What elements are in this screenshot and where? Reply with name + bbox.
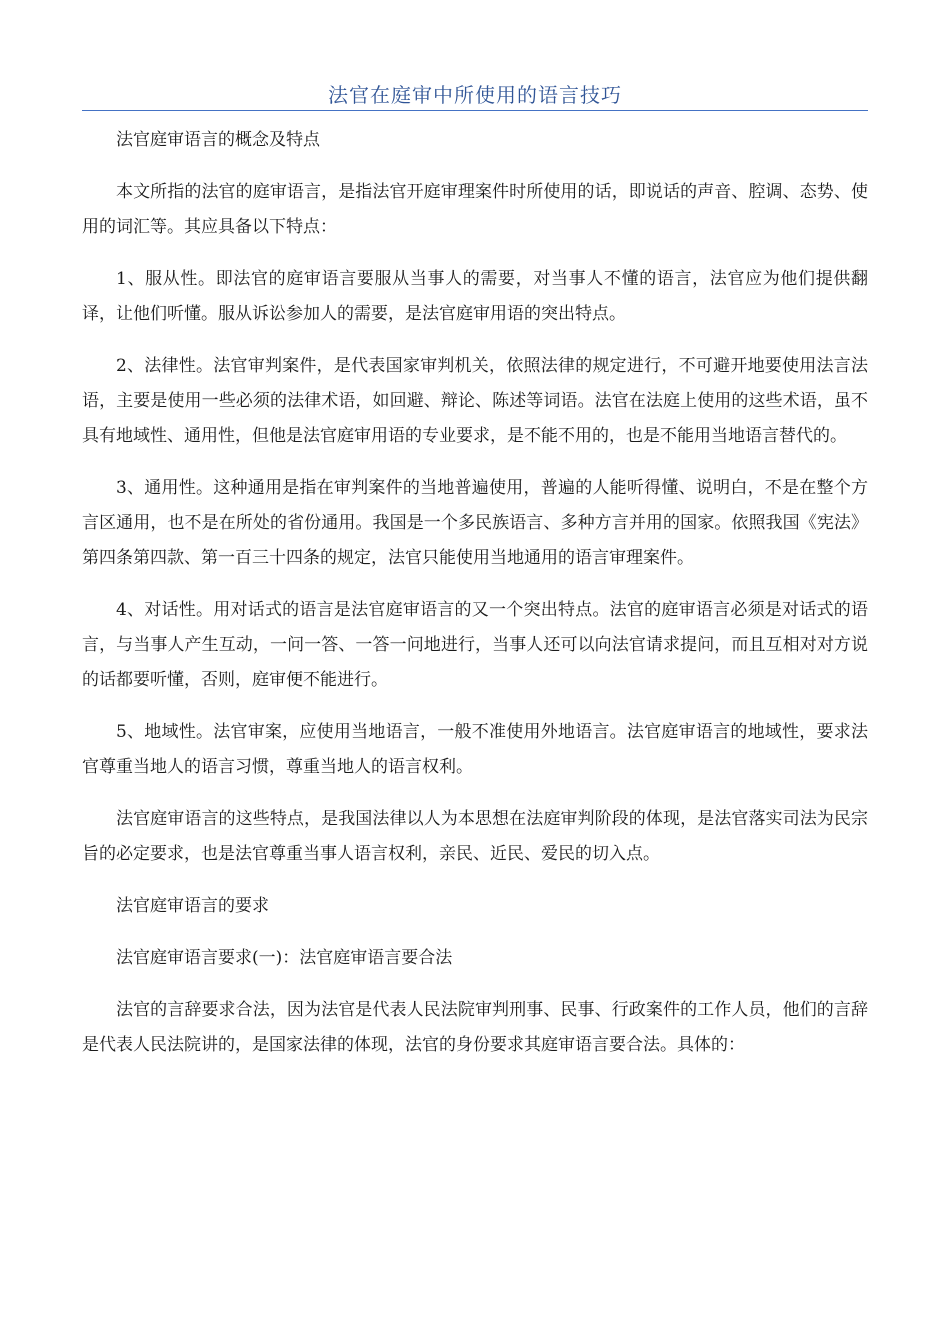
feature-paragraph-5: 5、地域性。法官审案，应使用当地语言，一般不准使用外地语言。法官庭审语言的地域性，要求法官尊重当地人的语言习惯，尊重当地人的语言权利。 xyxy=(82,722,868,777)
intro-paragraph: 本文所指的法官的庭审语言，是指法官开庭审理案件时所使用的话，即说话的声音、腔调、态势、使用的词汇等。其应具备以下特点： xyxy=(82,182,868,237)
document-title: 法官在庭审中所使用的语言技巧 xyxy=(328,83,622,107)
document-page xyxy=(82,0,868,1080)
feature-paragraph-2: 2、法律性。法官审判案件，是代表国家审判机关，依照法律的规定进行，不可避开地要使用法言法语，主要是使用一些必须的法律术语，如回避、辩论、陈述等词语。法官在法庭上使用的这些术语，虽不具有地域性、通用性，但他是法官庭审用语的专业要求，是不能不用的，也是不能用当地语言替代的。 xyxy=(82,356,868,446)
requirement-heading-1: 法官庭审语言要求(一)：法官庭审语言要合法 xyxy=(116,948,453,968)
section-heading-concept: 法官庭审语言的概念及特点 xyxy=(116,130,320,150)
requirement-paragraph-1: 法官的言辞要求合法，因为法官是代表人民法院审判刑事、民事、行政案件的工作人员，他们的言辞是代表人民法院讲的，是国家法律的体现，法官的身份要求其庭审语言要合法。具体的： xyxy=(82,1000,868,1055)
feature-paragraph-1: 1、服从性。即法官的庭审语言要服从当事人的需要，对当事人不懂的语言，法官应为他们提供翻译，让他们听懂。服从诉讼参加人的需要，是法官庭审用语的突出特点。 xyxy=(82,269,868,324)
title-underline xyxy=(82,110,868,111)
section-heading-requirements: 法官庭审语言的要求 xyxy=(116,896,269,916)
document-body xyxy=(82,123,868,1063)
summary-paragraph: 法官庭审语言的这些特点，是我国法律以人为本思想在法庭审判阶段的体现，是法官落实司法为民宗旨的必定要求，也是法官尊重当事人语言权利，亲民、近民、爱民的切入点。 xyxy=(82,809,868,864)
feature-paragraph-3: 3、通用性。这种通用是指在审判案件的当地普遍使用，普遍的人能听得懂、说明白，不是在整个方言区通用，也不是在所处的省份通用。我国是一个多民族语言、多种方言并用的国家。依照我国《宪法》第四条第四款、第一百三十四条的规定，法官只能使用当地通用的语言审理案件。 xyxy=(82,478,868,568)
feature-paragraph-4: 4、对话性。用对话式的语言是法官庭审语言的又一个突出特点。法官的庭审语言必须是对话式的语言，与当事人产生互动，一问一答、一答一问地进行，当事人还可以向法官请求提问，而且互相对对方说的话都要听懂，否则，庭审便不能进行。 xyxy=(82,600,868,690)
